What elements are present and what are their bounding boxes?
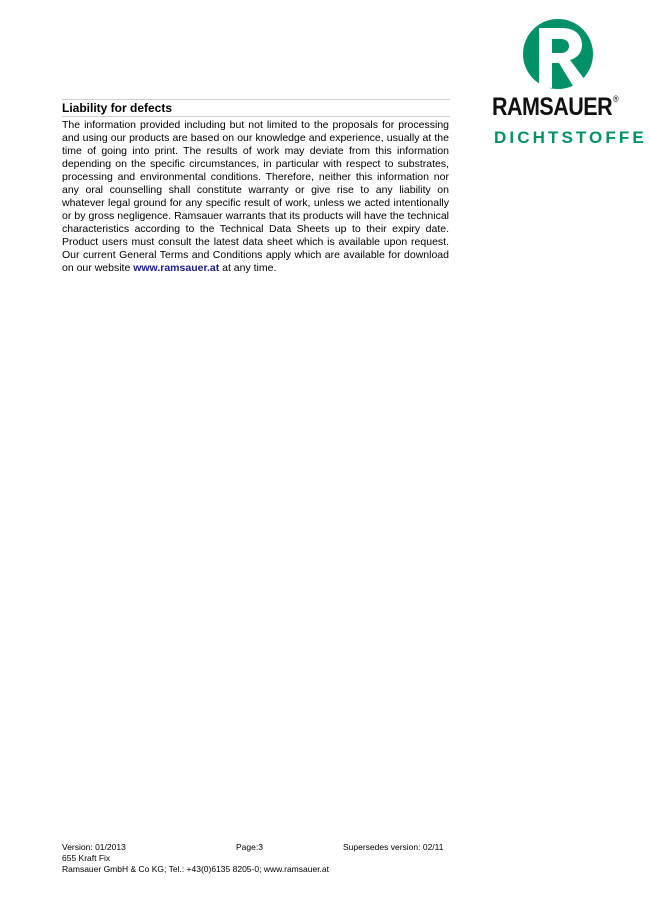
r-circle-logo-icon (522, 18, 594, 90)
footer-page-number: Page:3 (236, 842, 263, 852)
footer-product: 655 Kraft Fix (62, 853, 111, 863)
brand-name: RAMSAUER® (492, 93, 619, 121)
brand-tagline: DICHTSTOFFE (494, 128, 647, 147)
page-footer (62, 842, 452, 875)
footer-company: Ramsauer GmbH & Co KG; Tel.: +43(0)6135 8205-0; www.ramsauer.at (62, 864, 330, 874)
footer-version: Version: 01/2013 (62, 842, 126, 852)
paragraph-text-end: at any time. (219, 262, 277, 274)
footer-supersedes: Supersedes version: 02/11 (343, 842, 444, 852)
section-title: Liability for defects (62, 99, 450, 117)
liability-paragraph (62, 119, 449, 275)
website-link[interactable]: www.ramsauer.at (133, 262, 220, 274)
ramsauer-logo (492, 18, 647, 153)
footer-meta-row (62, 842, 452, 853)
paragraph-text: The information provided including but not limited to the proposals for processing and using our products are based on our knowledge and experience, usually at the time of going into print. The results of work may deviate from this information depending on the specific circumstances, in particular with respect to substrates, processing and environmental conditions. Therefore, neither this information nor any oral counselling shall constitute warranty or give rise to any liability on whatever legal ground for any specific result of work, unless we acted intentionally or by gross negligence. Ramsauer warrants that its products will have the technical characteristics according to the Technical Data Sheets up to their expiry date. Product users must consult the latest data sheet which is available upon request. Our current General Terms and Conditions apply which are available for download on our website (62, 119, 449, 274)
